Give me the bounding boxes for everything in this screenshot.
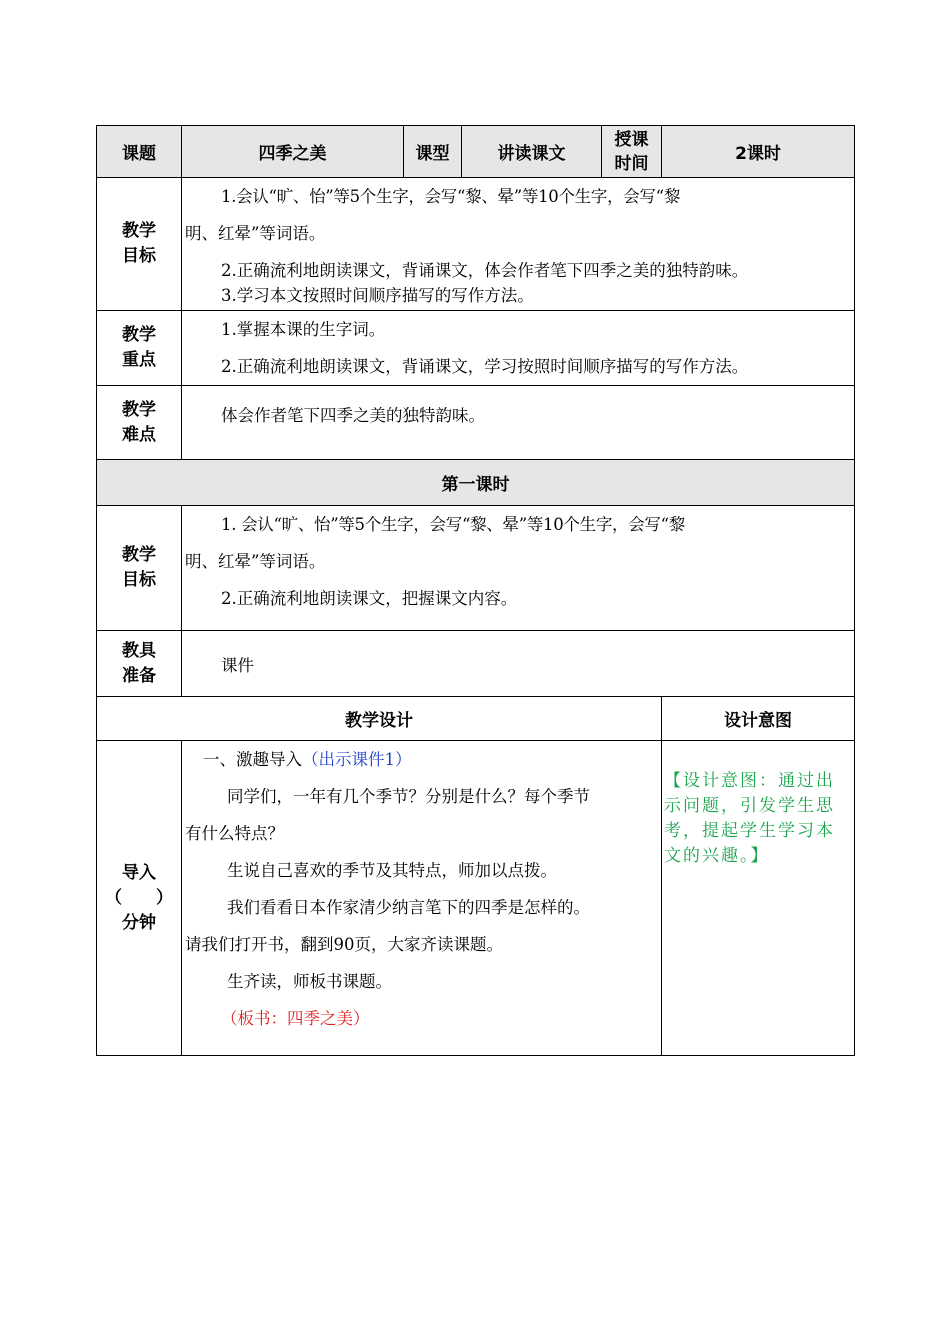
goals-label: 教学 目标	[97, 178, 182, 311]
goals-line: 明、红晕”等词语。	[185, 224, 326, 243]
lesson1-goals-content	[182, 506, 855, 631]
lesson1-goals-label: 教学 目标	[97, 506, 182, 631]
goals-line: 2.正确流利地朗读课文，背诵课文，体会作者笔下四季之美的独特韵味。	[221, 261, 749, 280]
design-intent: 【设计意图：通过出示问题，引发学生思考，提起学生学习本文的兴趣。】	[662, 741, 855, 1056]
intro-row	[97, 741, 855, 1056]
lesson-plan	[96, 125, 854, 1056]
goals-content	[182, 178, 855, 311]
difficulties-label: 教学 难点	[97, 386, 182, 460]
key-point-line: 1.掌握本课的生字词。	[221, 320, 386, 339]
design-header: 教学设计	[97, 697, 662, 741]
lesson1-goal-line: 明、红晕”等词语。	[185, 552, 326, 571]
tools-content	[182, 631, 855, 697]
intro-content	[182, 741, 662, 1056]
difficulty-line: 体会作者笔下四季之美的独特韵味。	[221, 406, 485, 425]
lesson1-goal-line: 1. 会认“旷、怡”等5个生字，会写“黎、晕”等10个生字，会写“黎	[221, 515, 685, 534]
topic-label: 课题	[97, 126, 182, 178]
intro-paragraph: 有什么特点？	[185, 824, 284, 843]
intro-paragraph: 生说自己喜欢的季节及其特点，师加以点拨。	[227, 861, 557, 880]
intent-header: 设计意图	[662, 697, 855, 741]
type-label: 课型	[404, 126, 462, 178]
difficulties-row	[97, 386, 855, 460]
intro-paragraph: 我们看看日本作家清少纳言笔下的四季是怎样的。	[227, 898, 590, 917]
intro-paragraph: 同学们，一年有几个季节？分别是什么？每个季节	[227, 787, 590, 806]
intro-paragraph: 生齐读，师板书课题。	[227, 972, 392, 991]
board-writing: （板书：四季之美）	[221, 1009, 370, 1028]
goals-line: 3.学习本文按照时间顺序描写的写作方法。	[221, 286, 534, 305]
tools-row	[97, 631, 855, 697]
type-value: 讲读课文	[462, 126, 602, 178]
header-row	[97, 126, 855, 178]
lesson-plan-table	[96, 125, 855, 1056]
lesson1-title-row	[97, 460, 855, 506]
key-points-content	[182, 311, 855, 386]
intro-paragraph: 请我们打开书，翻到90页，大家齐读课题。	[185, 935, 503, 954]
topic-value: 四季之美	[182, 126, 404, 178]
design-header-row	[97, 697, 855, 741]
hours-value: 2课时	[662, 126, 855, 178]
intro-note: （出示课件1）	[302, 750, 412, 769]
tools-label: 教具 准备	[97, 631, 182, 697]
tools-value: 课件	[221, 655, 254, 675]
intro-label: 导入 （ ） 分钟	[97, 741, 182, 1056]
lesson1-goals-row	[97, 506, 855, 631]
key-points-row	[97, 311, 855, 386]
hours-label: 授课 时间	[602, 126, 662, 178]
lesson1-title: 第一课时	[97, 460, 855, 506]
key-point-line: 2.正确流利地朗读课文，背诵课文，学习按照时间顺序描写的写作方法。	[221, 357, 749, 376]
goals-line: 1.会认“旷、怡”等5个生字，会写“黎、晕”等10个生字，会写“黎	[221, 187, 681, 206]
goals-row	[97, 178, 855, 311]
key-points-label: 教学 重点	[97, 311, 182, 386]
difficulties-content	[182, 386, 855, 460]
lesson1-goal-line: 2.正确流利地朗读课文，把握课文内容。	[221, 589, 518, 608]
intro-heading: 一、激趣导入（出示课件1）	[203, 750, 412, 769]
